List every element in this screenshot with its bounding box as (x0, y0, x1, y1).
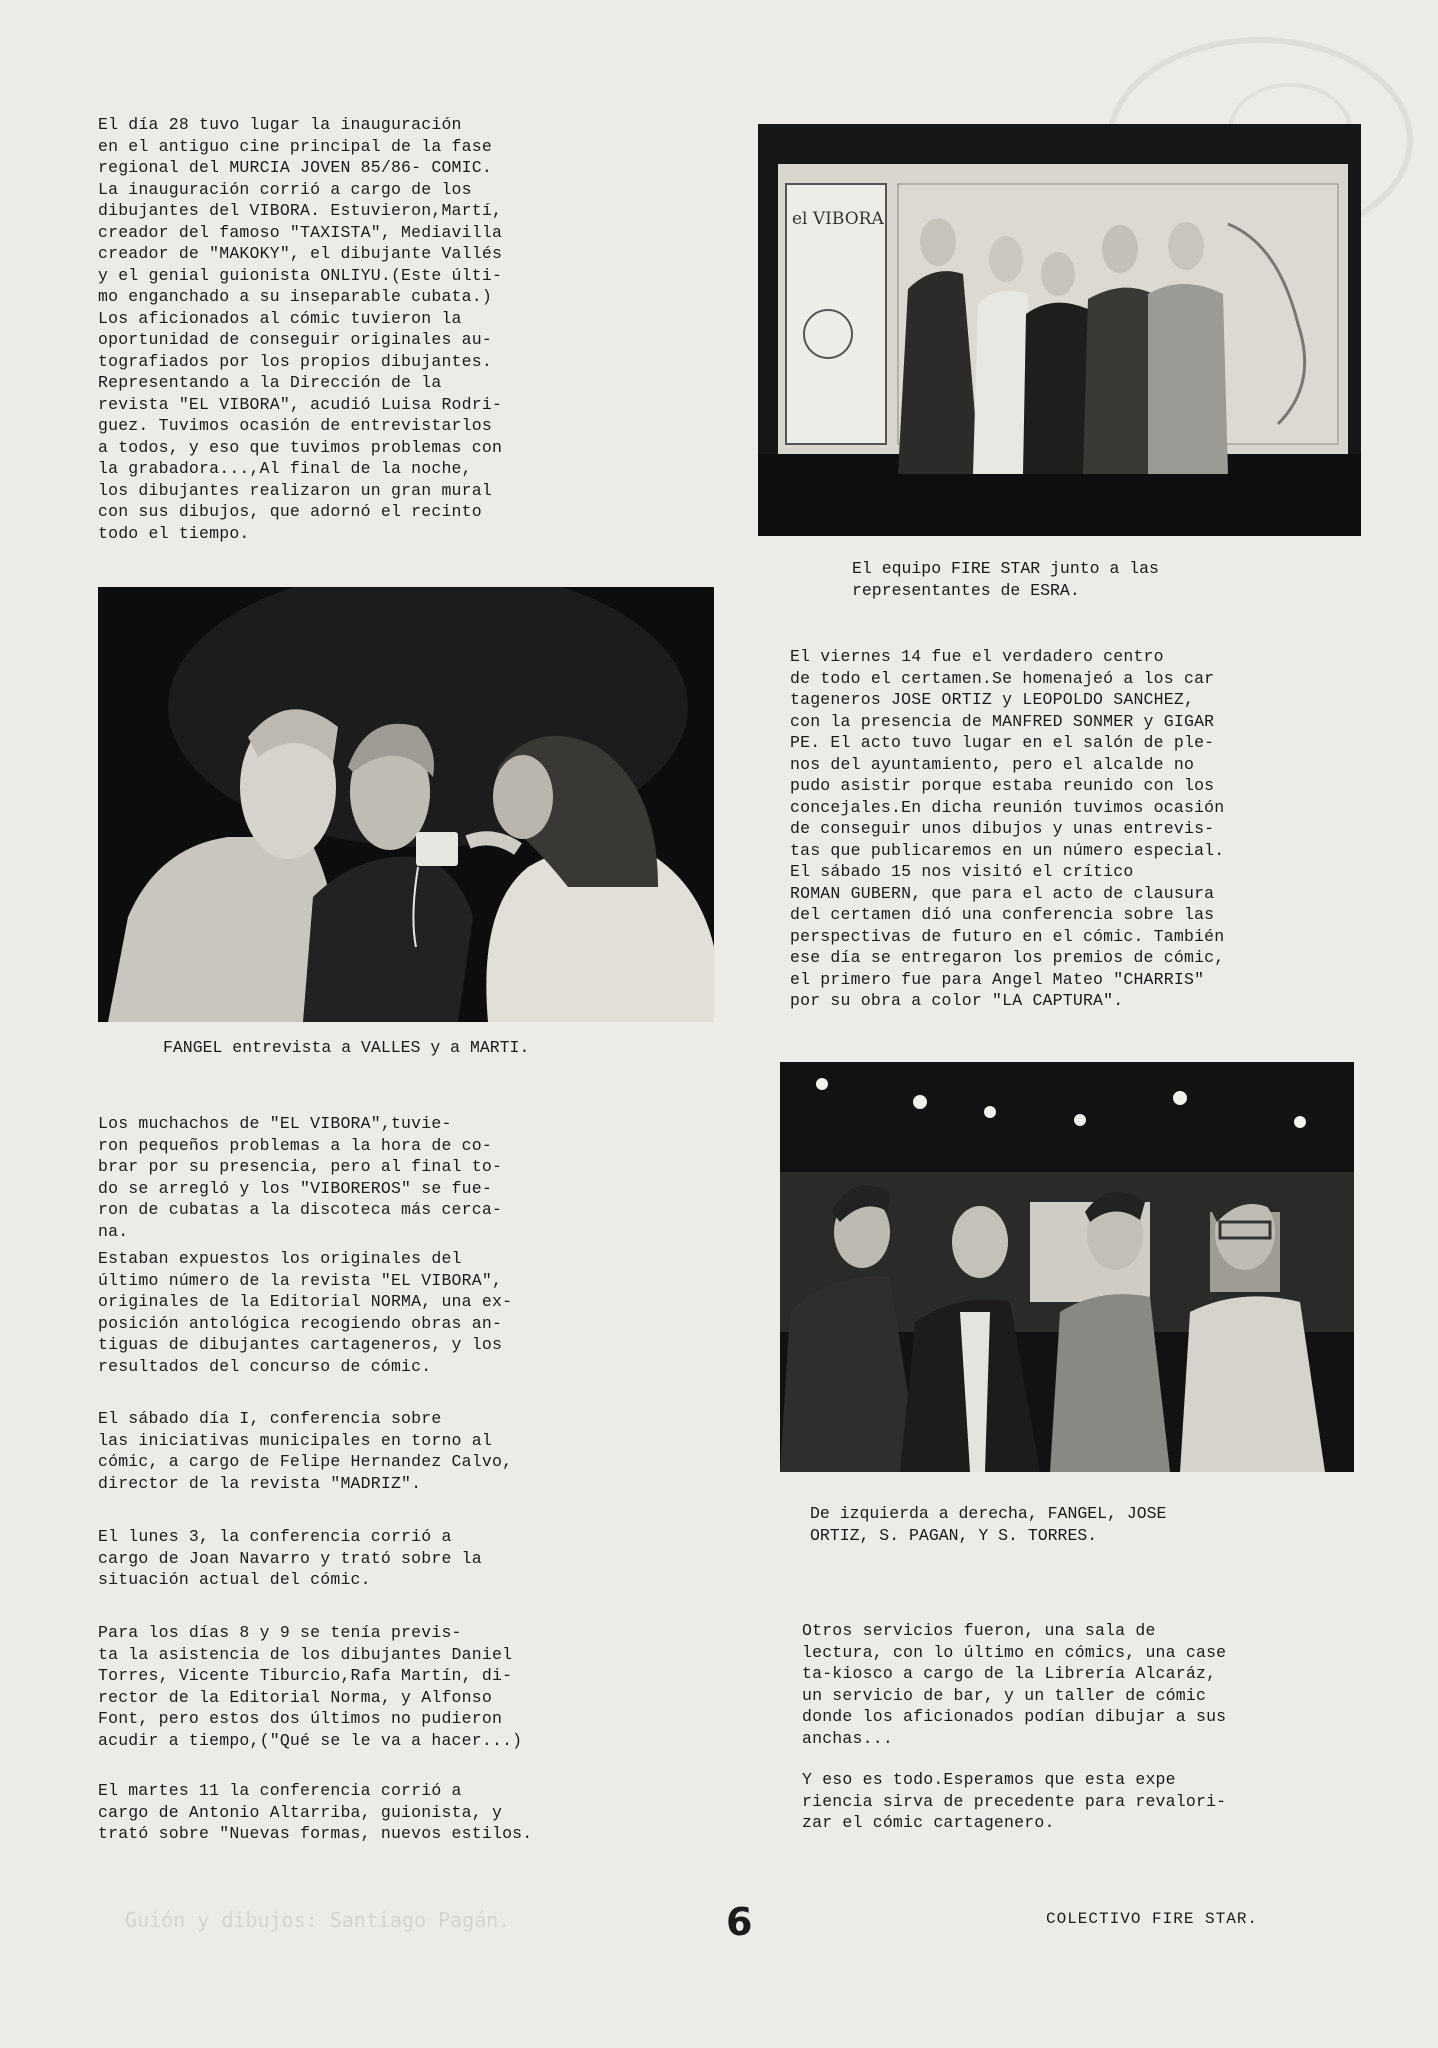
paragraph-other-services: Otros servicios fueron, una sala de lectura, con lo último en cómics, una case ta-kiosco a cargo de la Librería Alcaráz, un servicio de bar, y un taller de cómic donde los aficionados podían dibujar a sus anchas... (802, 1621, 1227, 1748)
paragraph-inauguration: El día 28 tuvo lugar la inauguración en el antiguo cine principal de la fase regional del MURCIA JOVEN 85/86- COMIC. La inauguración corrió a cargo de los dibujantes del VIBORA. Estuvieron,Martí, creador del famoso "TAXISTA", Mediavilla creador de "MAKOKY", el dibujante Vallés y el genial guionista ONLIYU.(Este últi- mo enganchado a su inseparable cubata.) Los aficionados al cómic tuvieron la oportunidad de conseguir originales au- tografiados por los propios dibujantes. Representando a la Dirección de la revista "EL VIBORA", acudió Luisa Rodri- guez. Tuvimos ocasión de entrevistarlos a todos, y eso que tuvimos problemas con la grabadora...,Al final de la noche, los dibujantes realizaron un gran mural con sus dibujos, que adornó el recinto todo el tiempo. (98, 115, 503, 543)
page-number: 6 (726, 1900, 753, 1944)
footer-credit: COLECTIVO FIRE STAR. (1046, 1910, 1259, 1928)
photo-interview (98, 587, 714, 1022)
caption-interview: FANGEL entrevista a VALLES y a MARTI. (163, 1038, 530, 1057)
paragraph-exhibitions: Estaban expuestos los originales del último número de la revista "EL VIBORA", originales de la Editorial NORMA, una ex- posición antológica recogiendo obras an- tiguas de dibujantes cartageneros, y los resultados del concurso de cómic. (98, 1249, 513, 1376)
photo-group-left-to-right (780, 1062, 1354, 1472)
photo-fire-star-team (758, 124, 1361, 536)
paragraph-days-8-9: Para los días 8 y 9 se tenía previs- ta la asistencia de los dibujantes Daniel Torres, Vicente Tiburcio,Rafa Martín, di- rector de la Editorial Norma, y Alfonso Font, pero estos dos últimos no pudieron acudir a tiempo,("Qué se le va a hacer...) (98, 1623, 523, 1750)
mural-sign-text: el VIBORA (792, 209, 884, 229)
show-through-decoration: ​ (634, 120, 646, 273)
caption-fire-star-team: El equipo FIRE STAR junto a las representantes de ESRA. (852, 559, 1159, 600)
show-through-credit: Guión y dibujos: Santiago Pagán. (125, 1908, 511, 1932)
paragraph-monday-conference: El lunes 3, la conferencia corrió a cargo de Joan Navarro y trató sobre la situación actual del cómic. (98, 1527, 482, 1589)
paragraph-vibora-payment: Los muchachos de "EL VIBORA",tuvie- ron pequeños problemas a la hora de co- brar por su presencia, pero al final to- do se arregló y los "VIBOREROS" se fue- ron de cubatas a la discoteca más cerca- na. (98, 1114, 503, 1241)
caption-group-left-to-right: De izquierda a derecha, FANGEL, JOSE ORTIZ, S. PAGAN, Y S. TORRES. (810, 1504, 1167, 1545)
paragraph-friday-homage: El viernes 14 fue el verdadero centro de todo el certamen.Se homenajeó a los car tageneros JOSE ORTIZ y LEOPOLDO SANCHEZ, con la presencia de MANFRED SONMER y GIGAR PE. El acto tuvo lugar en el salón de ple- nos del ayuntamiento, pero el alcalde no pudo asistir porque estaba reunido con los concejales.En dicha reunión tuvimos ocasión de conseguir unos dibujos y unas entrevis- tas que publicaremos en un número especial. El sábado 15 nos visitó el crítico ROMAN GUBERN, que para el acto de clausura del certamen dió una conferencia sobre las perspectivas de futuro en el cómic. También ese día se entregaron los premios de cómic, el primero fue para Angel Mateo "CHARRIS" por su obra a color "LA CAPTURA". (790, 647, 1225, 1010)
paragraph-closing: Y eso es todo.Esperamos que esta expe riencia sirva de precedente para revalori- zar el cómic cartagenero. (802, 1770, 1227, 1832)
paragraph-tuesday-conference: El martes 11 la conferencia corrió a cargo de Antonio Altarriba, guionista, y trató sobre "Nuevas formas, nuevos estilos. (98, 1781, 533, 1843)
paragraph-saturday-conference: El sábado día I, conferencia sobre las iniciativas municipales en torno al cómic, a cargo de Felipe Hernandez Calvo, director de la revista "MADRIZ". (98, 1409, 513, 1493)
